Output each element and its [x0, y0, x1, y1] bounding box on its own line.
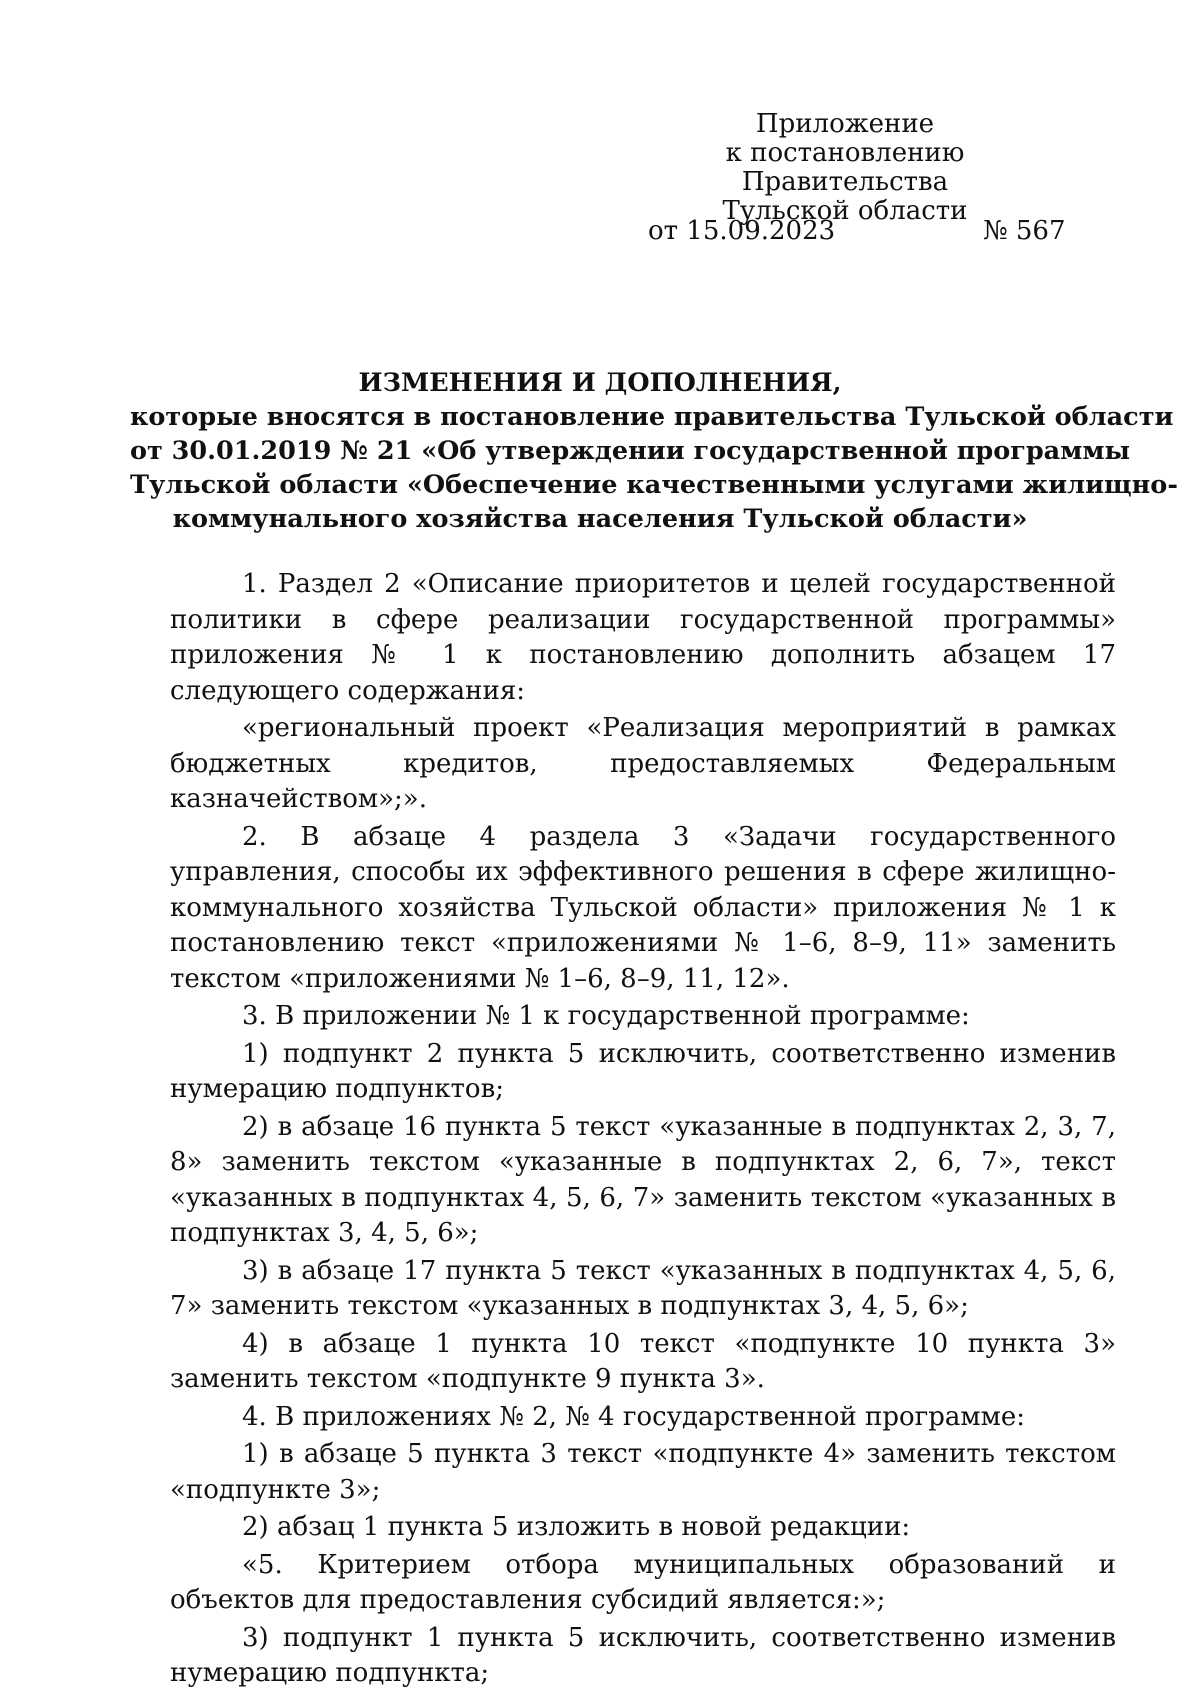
title-line: ИЗМЕНЕНИЯ И ДОПОЛНЕНИЯ,: [358, 368, 842, 398]
appendix-line: к постановлению Правительства: [725, 138, 965, 197]
paragraph: 3. В приложении № 1 к государственной программе:: [242, 1001, 970, 1031]
resolution-date: от 15.09.2023: [648, 216, 836, 246]
paragraph: 4) в абзаце 1 пункта 10 текст «подпункте 10 пункта 3» заменить текстом «подпункте 9 пункта 3».: [170, 1328, 1116, 1394]
document-title: [130, 366, 1178, 536]
appendix-header: [640, 110, 1050, 226]
appendix-line: Тульской области: [722, 196, 968, 226]
paragraph: 1. Раздел 2 «Описание приоритетов и целей государственной политики в сфере реализации государственной программы» приложения № 1 к постановлению дополнить абзацем 17 следующего содержания:: [170, 569, 1116, 706]
paragraph: «региональный проект «Реализация мероприятий в рамках бюджетных кредитов, предоставляемых Федеральным казначейством»;».: [170, 713, 1116, 814]
paragraph: 2) абзац 1 пункта 5 изложить в новой редакции:: [242, 1512, 911, 1542]
title-line: которые вносятся в постановление правительства Тульской области: [130, 402, 1174, 432]
paragraph: 2. В абзаце 4 раздела 3 «Задачи государственного управления, способы их эффективного решения в сфере жилищно-коммунального хозяйства Тульской области» приложения № 1 к постановлению текст «приложениями № 1–6, 8–9, 11» заменить текстом «приложениями № 1–6, 8–9, 11, 12».: [170, 821, 1116, 994]
paragraph: «5. Критерием отбора муниципальных образований и объектов для предоставления субсидий является:»;: [170, 1549, 1116, 1615]
resolution-number: № 567: [983, 216, 1066, 246]
paragraph: 3) подпункт 1 пункта 5 исключить, соответственно изменив нумерацию подпункта;: [170, 1622, 1116, 1688]
paragraph: 4. В приложениях № 2, № 4 государственной программе:: [242, 1401, 1025, 1432]
title-line: Тульской области «Обеспечение качественными услугами жилищно-: [130, 470, 1178, 500]
paragraph: 2) в абзаце 16 пункта 5 текст «указанные в подпунктах 2, 3, 7, 8» заменить текстом «указанные в подпунктах 2, 6, 7», текст «указанных в подпунктах 4, 5, 6, 7» заменить текстом «указанных в подпунктах 3, 4, 5, 6»;: [170, 1111, 1116, 1248]
paragraph: 1) подпункт 2 пункта 5 исключить, соответственно изменив нумерацию подпунктов;: [170, 1038, 1116, 1104]
paragraph: 1) в абзаце 5 пункта 3 текст «подпункте 4» заменить текстом «подпункте 3»;: [170, 1439, 1116, 1505]
paragraph: 3) в абзаце 17 пункта 5 текст «указанных в подпунктах 4, 5, 6, 7» заменить текстом «указанных в подпунктах 3, 4, 5, 6»;: [170, 1255, 1116, 1321]
document-body: [170, 567, 1116, 1694]
appendix-line: Приложение: [755, 109, 935, 139]
title-line: коммунального хозяйства населения Тульской области»: [172, 504, 1028, 534]
title-line: от 30.01.2019 № 21 «Об утверждении государственной программы: [130, 436, 1131, 466]
